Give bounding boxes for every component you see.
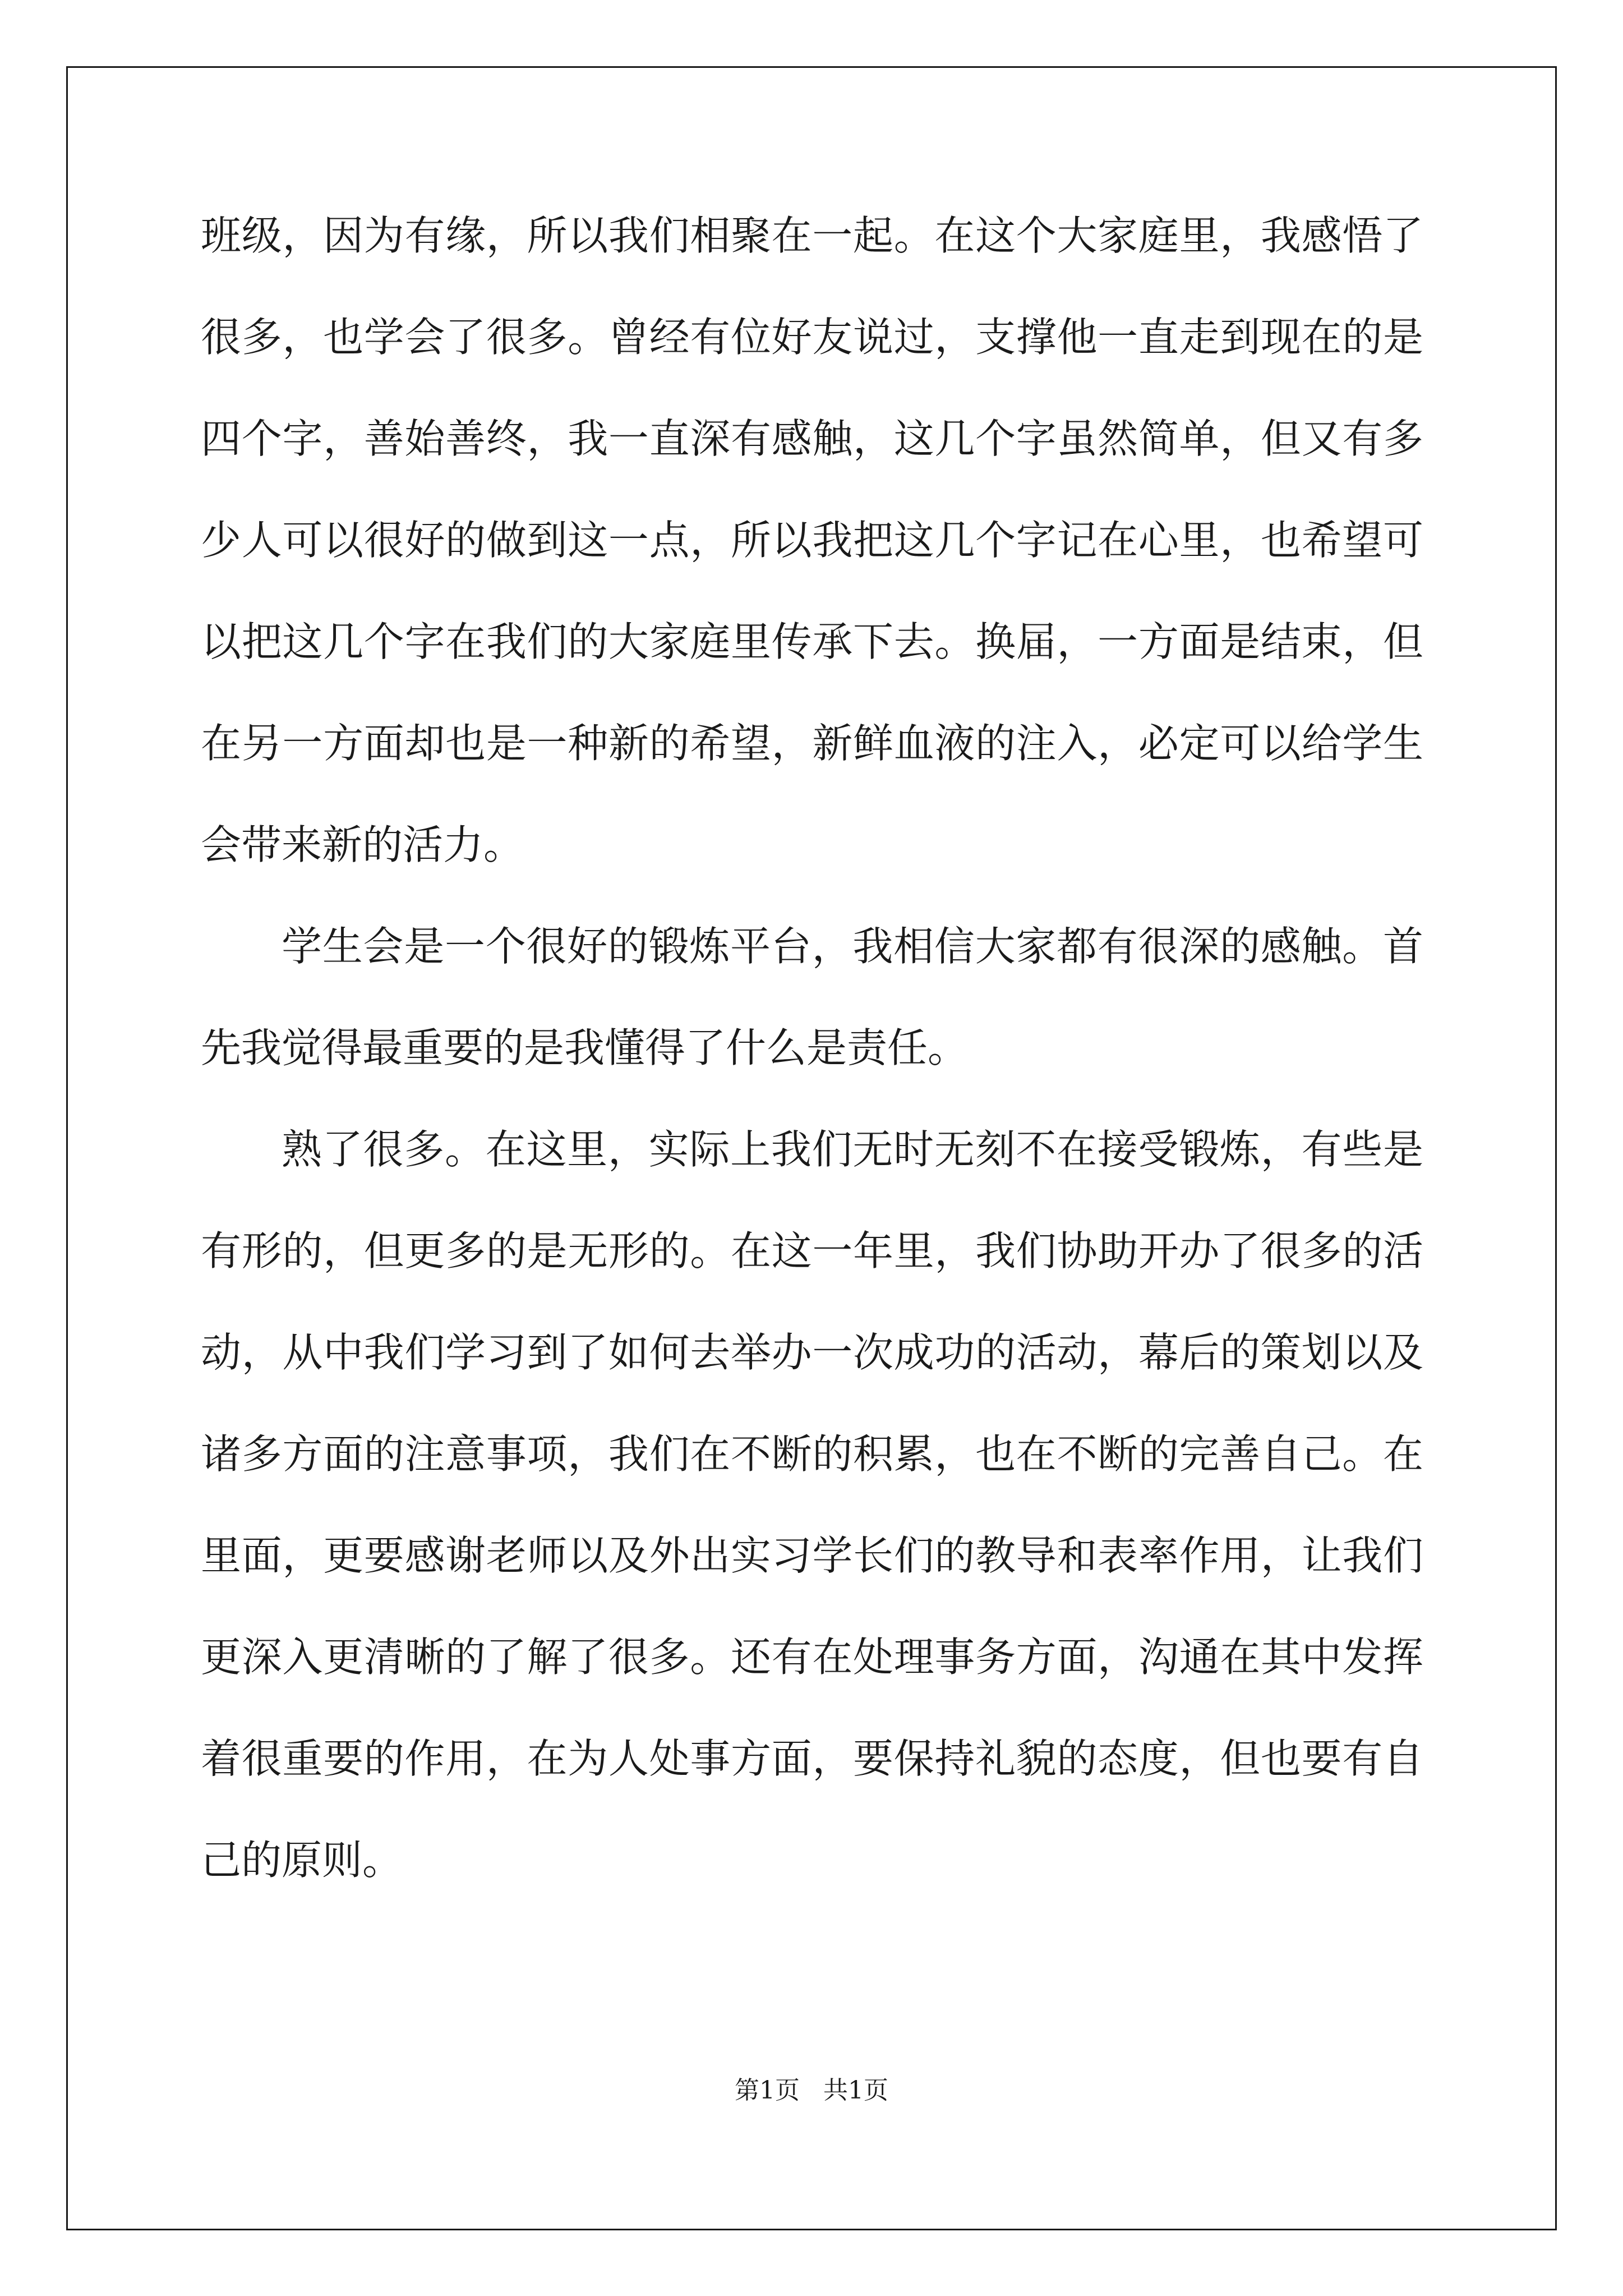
paragraph-2: 学生会是一个很好的锻炼平台，我相信大家都有很深的感触。首先我觉得最重要的是我懂得了什么是责任。 xyxy=(201,923,1423,1071)
page-footer xyxy=(0,2070,1623,2106)
document-body xyxy=(201,185,1423,1911)
paragraph-1: 班级，因为有缘，所以我们相聚在一起。在这个大家庭里，我感悟了很多，也学会了很多。曾经有位好友说过，支撑他一直走到现在的是四个字，善始善终，我一直深有感触，这几个字虽然简单，但又有多少人可以很好的做到这一点，所以我把这几个字记在心里，也希望可以把这几个字在我们的大家庭里传承下去。换届，一方面是结束，但在另一方面却也是一种新的希望，新鲜血液的注入，必定可以给学生会带来新的活力。 xyxy=(201,212,1423,868)
page-number-current: 第1页 xyxy=(735,2076,800,2105)
paragraph-3: 熟了很多。在这里，实际上我们无时无刻不在接受锻炼，有些是有形的，但更多的是无形的。在这一年里，我们协助开办了很多的活动，从中我们学习到了如何去举办一次成功的活动，幕后的策划以及诸多方面的注意事项，我们在不断的积累，也在不断的完善自己。在里面，更要感谢老师以及外出实习学长们的教导和表率作用，让我们更深入更清晰的了解了很多。还有在处理事务方面，沟通在其中发挥着很重要的作用，在为人处事方面，要保持礼貌的态度，但也要有自己的原则。 xyxy=(201,1126,1423,1884)
page-number-total: 共1页 xyxy=(823,2076,888,2105)
